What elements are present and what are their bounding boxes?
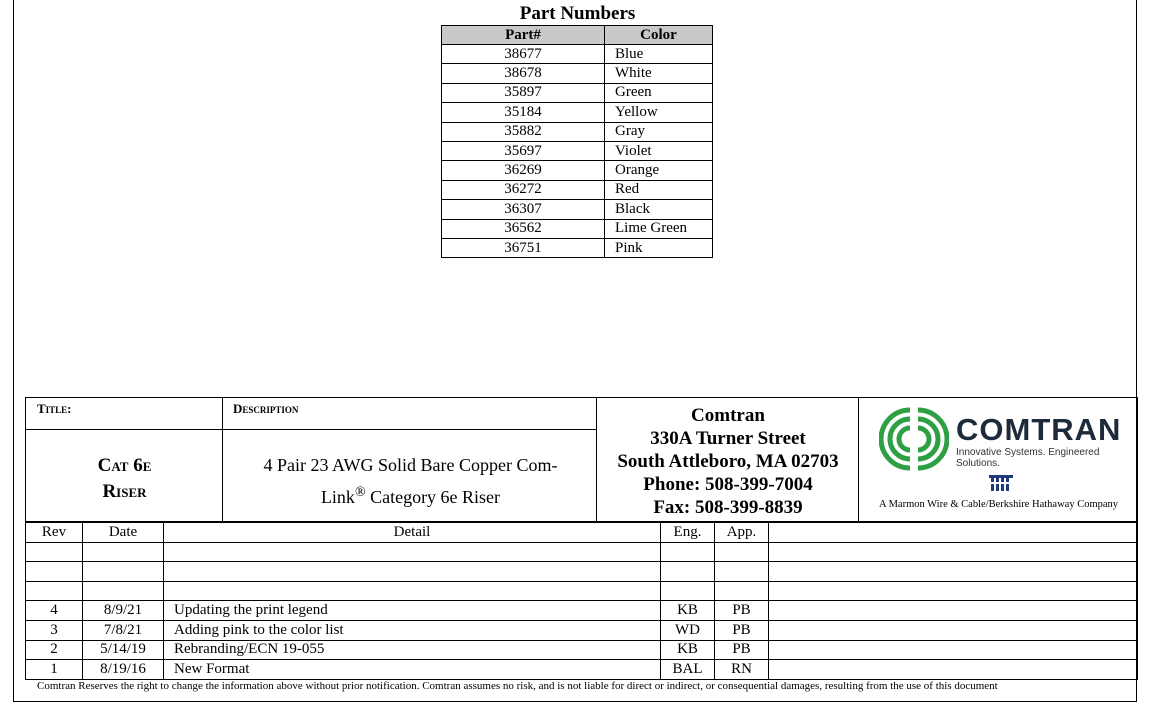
part-row — [442, 161, 713, 180]
revision-blank-cell — [769, 581, 1138, 601]
revision-number: 2 — [26, 640, 83, 660]
revision-detail: New Format — [164, 660, 661, 680]
part-number: 38677 — [442, 45, 605, 64]
title-line-2: Riser — [102, 481, 147, 502]
revision-date: 5/14/19 — [83, 640, 164, 660]
description-line-1: 4 Pair 23 AWG Solid Bare Copper Com- — [263, 455, 558, 475]
part-color: Yellow — [605, 103, 713, 122]
revision-detail — [164, 562, 661, 582]
description-line-2: Link® Category 6e Riser — [320, 485, 501, 507]
revision-blank-cell — [769, 542, 1138, 562]
revision-number — [26, 581, 83, 601]
part-color: White — [605, 64, 713, 83]
detail-header: Detail — [164, 523, 661, 543]
title-label: Title: — [37, 401, 72, 416]
company-city: South Attleboro, MA 02703 — [617, 451, 839, 472]
part-row — [442, 141, 713, 160]
marmon-logo-icon — [989, 473, 1013, 493]
revision-approver: PB — [715, 620, 769, 640]
part-number: 36562 — [442, 219, 605, 238]
part-number: 35697 — [442, 141, 605, 160]
revision-detail — [164, 542, 661, 562]
part-row — [442, 238, 713, 257]
part-color: Blue — [605, 45, 713, 64]
comtran-swirl-icon — [879, 404, 949, 474]
revision-approver — [715, 562, 769, 582]
part-color: Black — [605, 200, 713, 219]
part-number: 36307 — [442, 200, 605, 219]
revision-number: 1 — [26, 660, 83, 680]
part-number: 35882 — [442, 122, 605, 141]
revision-row — [26, 620, 1138, 640]
revision-detail: Adding pink to the color list — [164, 620, 661, 640]
part-color: Pink — [605, 238, 713, 257]
revision-blank-cell — [769, 640, 1138, 660]
part-row — [442, 180, 713, 199]
company-phone: Phone: 508-399-7004 — [643, 474, 813, 495]
title-block — [25, 397, 1138, 522]
part-row — [442, 45, 713, 64]
revision-engineer: BAL — [661, 660, 715, 680]
revision-blank-cell — [769, 660, 1138, 680]
revision-blank-row — [26, 581, 1138, 601]
revision-engineer — [661, 581, 715, 601]
part-number: 36751 — [442, 238, 605, 257]
revision-engineer — [661, 542, 715, 562]
part-numbers-table — [441, 25, 713, 258]
revision-engineer: WD — [661, 620, 715, 640]
revision-approver: RN — [715, 660, 769, 680]
logo-parent-company: A Marmon Wire & Cable/Berkshire Hathaway Company — [878, 499, 1119, 510]
part-number: 35184 — [442, 103, 605, 122]
part-number: 36272 — [442, 180, 605, 199]
part-color: Red — [605, 180, 713, 199]
revision-engineer: KB — [661, 640, 715, 660]
eng-header: Eng. — [661, 523, 715, 543]
part-numbers-header-row — [442, 26, 713, 45]
revision-date: 8/9/21 — [83, 601, 164, 621]
part-row — [442, 200, 713, 219]
revision-detail — [164, 581, 661, 601]
date-header: Date — [83, 523, 164, 543]
description-label: Description — [233, 401, 299, 416]
part-color: Violet — [605, 141, 713, 160]
revision-blank-cell — [769, 562, 1138, 582]
revision-row — [26, 660, 1138, 680]
revision-date — [83, 542, 164, 562]
revision-date: 8/19/16 — [83, 660, 164, 680]
revision-blank-cell — [769, 620, 1138, 640]
part-color: Green — [605, 83, 713, 102]
drawing-title — [26, 453, 223, 505]
part-row — [442, 122, 713, 141]
revision-detail: Rebranding/ECN 19-055 — [164, 640, 661, 660]
revision-blank-row — [26, 542, 1138, 562]
part-color: Orange — [605, 161, 713, 180]
part-color: Gray — [605, 122, 713, 141]
part-header: Part# — [442, 26, 605, 45]
drawing-description — [224, 451, 597, 511]
company-name: Comtran — [691, 405, 765, 426]
revision-row — [26, 640, 1138, 660]
color-header: Color — [605, 26, 713, 45]
revision-approver — [715, 581, 769, 601]
revision-engineer — [661, 562, 715, 582]
revision-blank-cell — [769, 601, 1138, 621]
part-number: 36269 — [442, 161, 605, 180]
logo-tagline: Innovative Systems. Engineered Solutions. — [956, 447, 1100, 469]
revision-date — [83, 581, 164, 601]
app-header: App. — [715, 523, 769, 543]
revision-detail: Updating the print legend — [164, 601, 661, 621]
part-row — [442, 64, 713, 83]
logo-wordmark: COMTRAN — [956, 412, 1122, 447]
company-street: 330A Turner Street — [650, 428, 806, 449]
revision-number: 3 — [26, 620, 83, 640]
revision-table — [25, 522, 1138, 680]
company-fax: Fax: 508-399-8839 — [653, 497, 803, 518]
revision-number: 4 — [26, 601, 83, 621]
disclaimer: Comtran Reserves the right to change the information above without prior notification. Comtran assumes no risk, and is not liable for direct or indirect, or consequential damages, resulting from the use of this document — [37, 680, 998, 692]
part-row — [442, 219, 713, 238]
revision-approver: PB — [715, 640, 769, 660]
part-color: Lime Green — [605, 219, 713, 238]
revision-engineer: KB — [661, 601, 715, 621]
part-numbers-title: Part Numbers — [519, 3, 636, 24]
comtran-logo — [859, 398, 1138, 522]
revision-approver: PB — [715, 601, 769, 621]
revision-date: 7/8/21 — [83, 620, 164, 640]
revision-number — [26, 542, 83, 562]
rev-header: Rev — [26, 523, 83, 543]
part-row — [442, 83, 713, 102]
revision-header-row — [26, 523, 1138, 543]
revision-approver — [715, 542, 769, 562]
revision-number — [26, 562, 83, 582]
revision-date — [83, 562, 164, 582]
company-address — [597, 404, 859, 519]
part-number: 35897 — [442, 83, 605, 102]
part-row — [442, 103, 713, 122]
title-line-1: Cat 6e — [97, 455, 152, 476]
revision-row — [26, 601, 1138, 621]
revision-blank-row — [26, 562, 1138, 582]
part-number: 38678 — [442, 64, 605, 83]
